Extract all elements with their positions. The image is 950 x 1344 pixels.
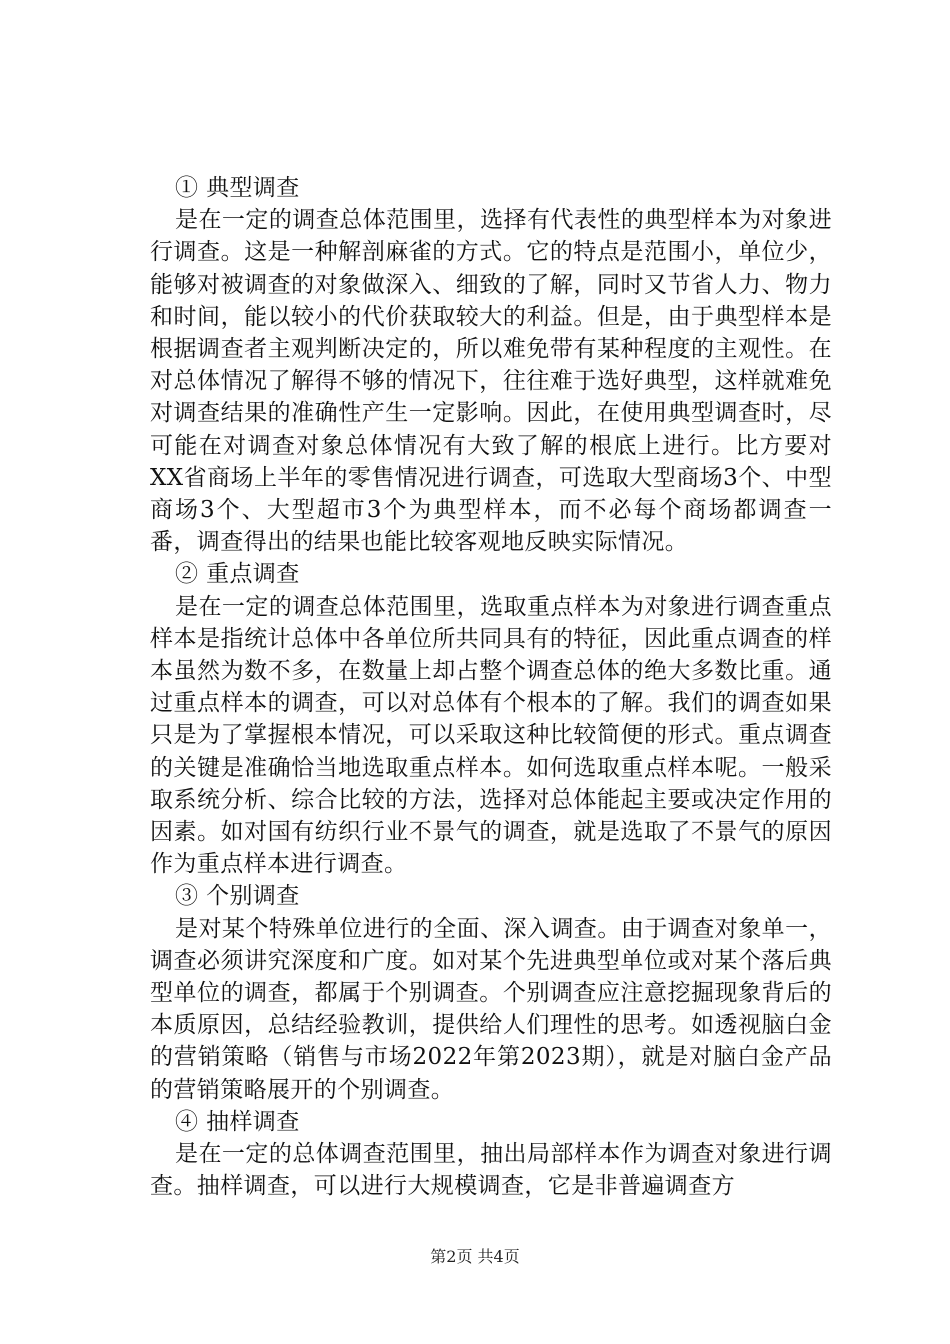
section-heading: ④ 抽样调查 — [175, 1108, 300, 1135]
section-key-survey — [150, 558, 832, 880]
section-heading: ③ 个别调查 — [175, 883, 300, 910]
section-sampling-survey — [150, 1106, 832, 1203]
section-paragraph: 是在一定的总体调查范围里，抽出局部样本作为调查对象进行调查。抽样调查，可以进行大规模调查，它是非普遍调查方 — [150, 1141, 832, 1200]
document-body — [150, 172, 832, 1203]
section-paragraph: 是对某个特殊单位进行的全面、深入调查。由于调查对象单一，调查必须讲究深度和广度。如对某个先进典型单位或对某个落后典型单位的调查，都属于个别调查。个别调查应注意挖掘现象背后的本质原因，总结经验教训，提供给人们理性的思考。如透视脑白金的营销策略（销售与市场2022年第2023期），就是对脑白金产品的营销策略展开的个别调查。 — [150, 915, 832, 1103]
section-heading: ② 重点调查 — [175, 561, 300, 588]
section-paragraph: 是在一定的调查总体范围里，选取重点样本为对象进行调查重点样本是指统计总体中各单位所共同具有的特征，因此重点调查的样本虽然为数不多，在数量上却占整个调查总体的绝大多数比重。通过重点样本的调查，可以对总体有个根本的了解。我们的调查如果只是为了掌握根本情况，可以采取这种比较简便的形式。重点调查的关键是准确恰当地选取重点样本。如何选取重点样本呢。一般采取系统分析、综合比较的方法，选择对总体能起主要或决定作用的因素。如对国有纺织行业不景气的调查，就是选取了不景气的原因作为重点样本进行调查。 — [150, 593, 832, 878]
page-footer: 第2页 共4页 — [430, 1247, 520, 1266]
section-typical-survey — [150, 172, 832, 558]
section-individual-survey — [150, 880, 832, 1105]
section-paragraph: 是在一定的调查总体范围里，选择有代表性的典型样本为对象进行调查。这是一种解剖麻雀的方式。它的特点是范围小，单位少，能够对被调查的对象做深入、细致的了解，同时又节省人力、物力和时间，能以较小的代价获取较大的利益。但是，由于典型样本是根据调查者主观判断决定的，所以难免带有某种程度的主观性。在对总体情况了解得不够的情况下，往往难于选好典型，这样就难免对调查结果的准确性产生一定影响。因此，在使用典型调查时，尽可能在对调查对象总体情况有大致了解的根底上进行。比方要对XX省商场上半年的零售情况进行调查，可选取大型商场3个、中型商场3个、大型超市3个为典型样本，而不必每个商场都调查一番，调查得出的结果也能比较客观地反映实际情况。 — [150, 207, 832, 556]
section-heading: ① 典型调查 — [175, 175, 300, 201]
